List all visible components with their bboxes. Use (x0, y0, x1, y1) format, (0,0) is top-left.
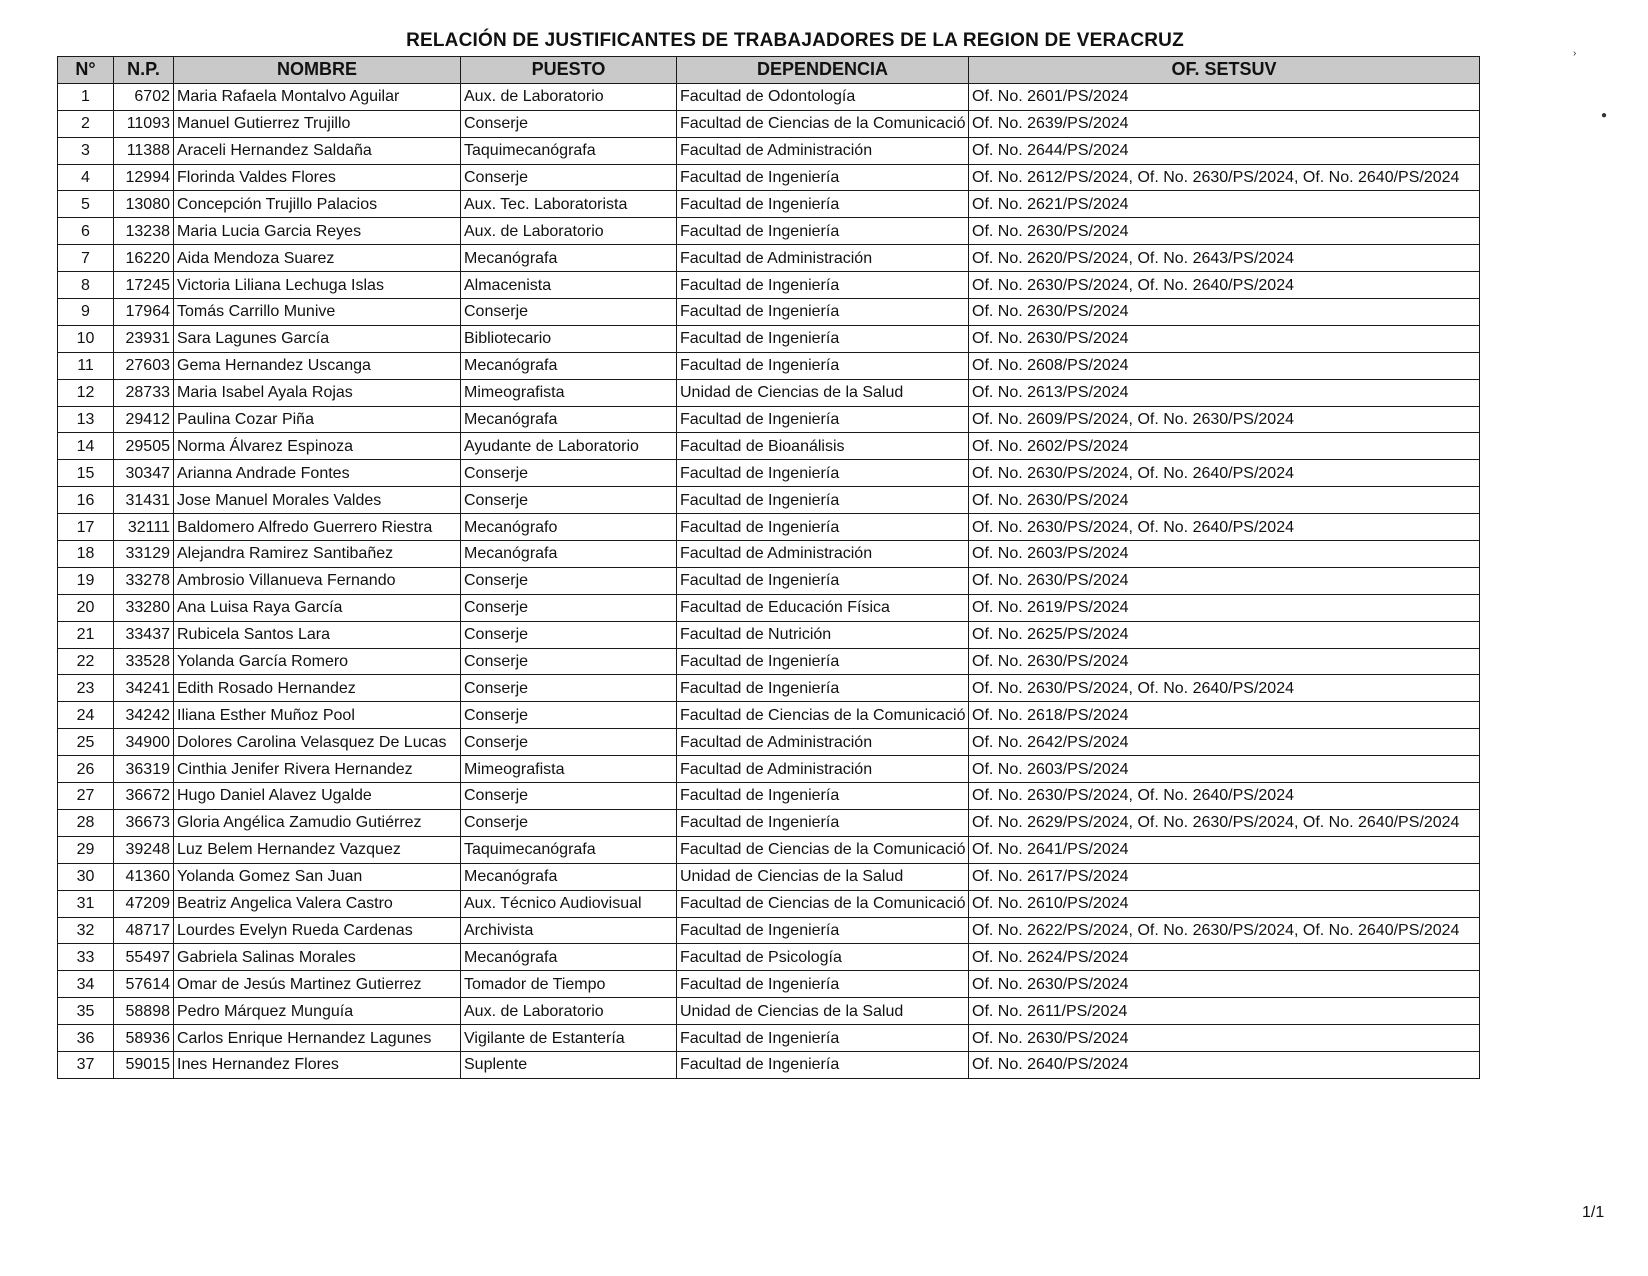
cell-np: 33280 (114, 594, 174, 621)
cell-position: Conserje (461, 299, 677, 326)
cell-position: Conserje (461, 675, 677, 702)
table-row (58, 971, 1480, 998)
cell-office: Of. No. 2602/PS/2024 (969, 433, 1480, 460)
cell-department: Facultad de Ingeniería (677, 272, 969, 299)
cell-position: Conserje (461, 567, 677, 594)
cell-department: Facultad de Ingeniería (677, 1051, 969, 1078)
cell-position: Suplente (461, 1051, 677, 1078)
table-row (58, 406, 1480, 433)
cell-position: Conserje (461, 783, 677, 810)
cell-number: 7 (58, 245, 114, 272)
cell-name: Yolanda Gomez San Juan (174, 863, 461, 890)
cell-position: Conserje (461, 164, 677, 191)
cell-position: Mecanógrafa (461, 944, 677, 971)
cell-number: 32 (58, 917, 114, 944)
cell-office: Of. No. 2622/PS/2024, Of. No. 2630/PS/2024, Of. No. 2640/PS/2024 (969, 917, 1480, 944)
cell-office: Of. No. 2619/PS/2024 (969, 594, 1480, 621)
cell-position: Aux. de Laboratorio (461, 83, 677, 110)
header-row (58, 57, 1480, 84)
cell-np: 31431 (114, 487, 174, 514)
cell-office: Of. No. 2630/PS/2024, Of. No. 2640/PS/2024 (969, 460, 1480, 487)
cell-np: 58936 (114, 1025, 174, 1052)
cell-np: 34242 (114, 702, 174, 729)
cell-np: 11388 (114, 137, 174, 164)
table-row (58, 137, 1480, 164)
cell-office: Of. No. 2630/PS/2024 (969, 325, 1480, 352)
cell-name: Dolores Carolina Velasquez De Lucas (174, 729, 461, 756)
cell-np: 55497 (114, 944, 174, 971)
table-body (58, 83, 1480, 1078)
table-row (58, 460, 1480, 487)
cell-name: Rubicela Santos Lara (174, 621, 461, 648)
cell-position: Ayudante de Laboratorio (461, 433, 677, 460)
table-row (58, 1025, 1480, 1052)
cell-np: 33528 (114, 648, 174, 675)
cell-department: Facultad de Ciencias de la Comunicació (677, 890, 969, 917)
cell-department: Unidad de Ciencias de la Salud (677, 863, 969, 890)
cell-name: Manuel Gutierrez Trujillo (174, 110, 461, 137)
cell-number: 4 (58, 164, 114, 191)
cell-name: Baldomero Alfredo Guerrero Riestra (174, 514, 461, 541)
cell-position: Archivista (461, 917, 677, 944)
table-row (58, 191, 1480, 218)
cell-position: Taquimecanógrafa (461, 836, 677, 863)
cell-np: 47209 (114, 890, 174, 917)
cell-name: Maria Lucia Garcia Reyes (174, 218, 461, 245)
table-row (58, 487, 1480, 514)
cell-name: Victoria Liliana Lechuga Islas (174, 272, 461, 299)
scan-speck: ● (1601, 110, 1608, 121)
cell-number: 24 (58, 702, 114, 729)
table-row (58, 890, 1480, 917)
cell-name: Ines Hernandez Flores (174, 1051, 461, 1078)
cell-name: Gema Hernandez Uscanga (174, 352, 461, 379)
cell-department: Facultad de Ingeniería (677, 648, 969, 675)
cell-department: Facultad de Ingeniería (677, 191, 969, 218)
table-row (58, 325, 1480, 352)
cell-np: 33437 (114, 621, 174, 648)
cell-np: 34900 (114, 729, 174, 756)
cell-department: Facultad de Ingeniería (677, 325, 969, 352)
cell-department: Facultad de Ingeniería (677, 218, 969, 245)
cell-number: 34 (58, 971, 114, 998)
cell-np: 58898 (114, 998, 174, 1025)
cell-department: Facultad de Ingeniería (677, 917, 969, 944)
cell-np: 36673 (114, 809, 174, 836)
cell-position: Conserje (461, 110, 677, 137)
table-row (58, 809, 1480, 836)
cell-department: Facultad de Ingeniería (677, 352, 969, 379)
cell-name: Aida Mendoza Suarez (174, 245, 461, 272)
cell-number: 2 (58, 110, 114, 137)
cell-office: Of. No. 2612/PS/2024, Of. No. 2630/PS/2024, Of. No. 2640/PS/2024 (969, 164, 1480, 191)
cell-number: 12 (58, 379, 114, 406)
table-row (58, 702, 1480, 729)
cell-np: 28733 (114, 379, 174, 406)
cell-np: 48717 (114, 917, 174, 944)
cell-office: Of. No. 2642/PS/2024 (969, 729, 1480, 756)
cell-name: Ana Luisa Raya García (174, 594, 461, 621)
cell-name: Alejandra Ramirez Santibañez (174, 541, 461, 568)
cell-office: Of. No. 2603/PS/2024 (969, 756, 1480, 783)
cell-office: Of. No. 2609/PS/2024, Of. No. 2630/PS/2024 (969, 406, 1480, 433)
table-row (58, 783, 1480, 810)
cell-name: Ambrosio Villanueva Fernando (174, 567, 461, 594)
table-row (58, 245, 1480, 272)
header-office: OF. SETSUV (969, 57, 1480, 84)
cell-name: Beatriz Angelica Valera Castro (174, 890, 461, 917)
cell-number: 19 (58, 567, 114, 594)
cell-number: 27 (58, 783, 114, 810)
cell-number: 14 (58, 433, 114, 460)
cell-office: Of. No. 2630/PS/2024 (969, 487, 1480, 514)
cell-department: Unidad de Ciencias de la Salud (677, 379, 969, 406)
cell-position: Aux. de Laboratorio (461, 998, 677, 1025)
cell-position: Conserje (461, 460, 677, 487)
cell-name: Omar de Jesús Martinez Gutierrez (174, 971, 461, 998)
cell-department: Facultad de Psicología (677, 944, 969, 971)
table-row (58, 514, 1480, 541)
table-row (58, 998, 1480, 1025)
cell-number: 30 (58, 863, 114, 890)
cell-number: 37 (58, 1051, 114, 1078)
cell-np: 6702 (114, 83, 174, 110)
table-row (58, 164, 1480, 191)
workers-table (57, 56, 1480, 1079)
cell-position: Vigilante de Estantería (461, 1025, 677, 1052)
cell-position: Tomador de Tiempo (461, 971, 677, 998)
cell-position: Mecanógrafa (461, 863, 677, 890)
cell-np: 36319 (114, 756, 174, 783)
table-row (58, 1051, 1480, 1078)
cell-office: Of. No. 2603/PS/2024 (969, 541, 1480, 568)
cell-position: Conserje (461, 648, 677, 675)
cell-number: 28 (58, 809, 114, 836)
cell-name: Maria Isabel Ayala Rojas (174, 379, 461, 406)
cell-department: Facultad de Bioanálisis (677, 433, 969, 460)
cell-office: Of. No. 2613/PS/2024 (969, 379, 1480, 406)
cell-np: 12994 (114, 164, 174, 191)
cell-np: 57614 (114, 971, 174, 998)
header-department: DEPENDENCIA (677, 57, 969, 84)
cell-office: Of. No. 2640/PS/2024 (969, 1051, 1480, 1078)
cell-office: Of. No. 2630/PS/2024, Of. No. 2640/PS/2024 (969, 514, 1480, 541)
cell-department: Facultad de Ciencias de la Comunicació (677, 702, 969, 729)
scan-speck: › (1573, 48, 1577, 59)
cell-number: 20 (58, 594, 114, 621)
cell-department: Facultad de Administración (677, 137, 969, 164)
cell-office: Of. No. 2618/PS/2024 (969, 702, 1480, 729)
cell-department: Facultad de Ciencias de la Comunicació (677, 110, 969, 137)
cell-np: 11093 (114, 110, 174, 137)
header-name: NOMBRE (174, 57, 461, 84)
cell-number: 8 (58, 272, 114, 299)
cell-name: Cinthia Jenifer Rivera Hernandez (174, 756, 461, 783)
cell-department: Facultad de Ingeniería (677, 567, 969, 594)
cell-office: Of. No. 2639/PS/2024 (969, 110, 1480, 137)
cell-position: Taquimecanógrafa (461, 137, 677, 164)
cell-office: Of. No. 2611/PS/2024 (969, 998, 1480, 1025)
cell-name: Luz Belem Hernandez Vazquez (174, 836, 461, 863)
cell-position: Mimeografista (461, 379, 677, 406)
cell-number: 16 (58, 487, 114, 514)
cell-department: Facultad de Ingeniería (677, 514, 969, 541)
cell-office: Of. No. 2629/PS/2024, Of. No. 2630/PS/2024, Of. No. 2640/PS/2024 (969, 809, 1480, 836)
cell-np: 33278 (114, 567, 174, 594)
cell-name: Tomás Carrillo Munive (174, 299, 461, 326)
table-header (58, 57, 1480, 84)
table-row (58, 433, 1480, 460)
cell-department: Facultad de Nutrición (677, 621, 969, 648)
cell-department: Facultad de Ingeniería (677, 809, 969, 836)
cell-position: Almacenista (461, 272, 677, 299)
cell-department: Facultad de Ingeniería (677, 164, 969, 191)
cell-np: 27603 (114, 352, 174, 379)
cell-department: Facultad de Administración (677, 541, 969, 568)
cell-office: Of. No. 2625/PS/2024 (969, 621, 1480, 648)
cell-department: Facultad de Odontología (677, 83, 969, 110)
cell-name: Gloria Angélica Zamudio Gutiérrez (174, 809, 461, 836)
cell-office: Of. No. 2630/PS/2024 (969, 1025, 1480, 1052)
cell-np: 23931 (114, 325, 174, 352)
cell-position: Mecanógrafa (461, 352, 677, 379)
cell-np: 29505 (114, 433, 174, 460)
cell-department: Facultad de Ingeniería (677, 1025, 969, 1052)
cell-name: Florinda Valdes Flores (174, 164, 461, 191)
table-row (58, 756, 1480, 783)
table-row (58, 863, 1480, 890)
cell-np: 32111 (114, 514, 174, 541)
cell-office: Of. No. 2620/PS/2024, Of. No. 2643/PS/2024 (969, 245, 1480, 272)
cell-office: Of. No. 2630/PS/2024 (969, 648, 1480, 675)
cell-department: Facultad de Ingeniería (677, 406, 969, 433)
cell-department: Facultad de Administración (677, 245, 969, 272)
cell-position: Aux. de Laboratorio (461, 218, 677, 245)
cell-number: 17 (58, 514, 114, 541)
cell-department: Facultad de Ingeniería (677, 487, 969, 514)
cell-name: Jose Manuel Morales Valdes (174, 487, 461, 514)
cell-number: 9 (58, 299, 114, 326)
table-row (58, 352, 1480, 379)
table-row (58, 621, 1480, 648)
cell-department: Facultad de Ingeniería (677, 460, 969, 487)
cell-number: 5 (58, 191, 114, 218)
cell-office: Of. No. 2624/PS/2024 (969, 944, 1480, 971)
cell-department: Facultad de Ingeniería (677, 971, 969, 998)
cell-number: 10 (58, 325, 114, 352)
table-row (58, 917, 1480, 944)
cell-position: Mecanógrafa (461, 245, 677, 272)
cell-np: 34241 (114, 675, 174, 702)
cell-number: 35 (58, 998, 114, 1025)
cell-name: Gabriela Salinas Morales (174, 944, 461, 971)
table-row (58, 541, 1480, 568)
cell-name: Hugo Daniel Alavez Ugalde (174, 783, 461, 810)
cell-number: 6 (58, 218, 114, 245)
cell-name: Carlos Enrique Hernandez Lagunes (174, 1025, 461, 1052)
cell-position: Conserje (461, 729, 677, 756)
cell-name: Pedro Márquez Munguía (174, 998, 461, 1025)
header-number: N° (58, 57, 114, 84)
table-row (58, 836, 1480, 863)
cell-office: Of. No. 2630/PS/2024 (969, 218, 1480, 245)
cell-position: Aux. Tec. Laboratorista (461, 191, 677, 218)
cell-number: 21 (58, 621, 114, 648)
cell-np: 17245 (114, 272, 174, 299)
cell-number: 29 (58, 836, 114, 863)
cell-office: Of. No. 2641/PS/2024 (969, 836, 1480, 863)
table-row (58, 218, 1480, 245)
cell-office: Of. No. 2601/PS/2024 (969, 83, 1480, 110)
table-row (58, 594, 1480, 621)
cell-name: Paulina Cozar Piña (174, 406, 461, 433)
header-position: PUESTO (461, 57, 677, 84)
cell-name: Yolanda García Romero (174, 648, 461, 675)
cell-number: 22 (58, 648, 114, 675)
table-row (58, 272, 1480, 299)
cell-position: Conserje (461, 621, 677, 648)
table-row (58, 379, 1480, 406)
table-row (58, 299, 1480, 326)
cell-position: Conserje (461, 487, 677, 514)
cell-number: 13 (58, 406, 114, 433)
cell-np: 33129 (114, 541, 174, 568)
cell-number: 31 (58, 890, 114, 917)
cell-name: Araceli Hernandez Saldaña (174, 137, 461, 164)
table-row (58, 675, 1480, 702)
cell-np: 36672 (114, 783, 174, 810)
cell-office: Of. No. 2630/PS/2024 (969, 299, 1480, 326)
cell-position: Mecanógrafo (461, 514, 677, 541)
cell-number: 15 (58, 460, 114, 487)
cell-position: Bibliotecario (461, 325, 677, 352)
cell-number: 23 (58, 675, 114, 702)
table-row (58, 648, 1480, 675)
cell-position: Aux. Técnico Audiovisual (461, 890, 677, 917)
cell-position: Conserje (461, 594, 677, 621)
cell-department: Facultad de Ingeniería (677, 299, 969, 326)
table-row (58, 83, 1480, 110)
cell-office: Of. No. 2644/PS/2024 (969, 137, 1480, 164)
cell-number: 26 (58, 756, 114, 783)
cell-department: Unidad de Ciencias de la Salud (677, 998, 969, 1025)
cell-department: Facultad de Administración (677, 756, 969, 783)
cell-position: Conserje (461, 809, 677, 836)
cell-number: 36 (58, 1025, 114, 1052)
cell-np: 41360 (114, 863, 174, 890)
cell-department: Facultad de Ingeniería (677, 783, 969, 810)
cell-name: Arianna Andrade Fontes (174, 460, 461, 487)
cell-office: Of. No. 2610/PS/2024 (969, 890, 1480, 917)
cell-office: Of. No. 2617/PS/2024 (969, 863, 1480, 890)
page-number: 1/1 (1582, 1204, 1605, 1221)
cell-np: 59015 (114, 1051, 174, 1078)
cell-np: 29412 (114, 406, 174, 433)
cell-name: Edith Rosado Hernandez (174, 675, 461, 702)
cell-number: 18 (58, 541, 114, 568)
cell-name: Sara Lagunes García (174, 325, 461, 352)
cell-office: Of. No. 2621/PS/2024 (969, 191, 1480, 218)
cell-office: Of. No. 2630/PS/2024 (969, 971, 1480, 998)
cell-np: 16220 (114, 245, 174, 272)
cell-number: 33 (58, 944, 114, 971)
cell-np: 13080 (114, 191, 174, 218)
cell-number: 3 (58, 137, 114, 164)
cell-position: Conserje (461, 702, 677, 729)
cell-office: Of. No. 2630/PS/2024, Of. No. 2640/PS/2024 (969, 675, 1480, 702)
cell-department: Facultad de Administración (677, 729, 969, 756)
cell-position: Mecanógrafa (461, 406, 677, 433)
cell-np: 30347 (114, 460, 174, 487)
cell-number: 11 (58, 352, 114, 379)
table-row (58, 729, 1480, 756)
cell-position: Mimeografista (461, 756, 677, 783)
cell-department: Facultad de Ciencias de la Comunicació (677, 836, 969, 863)
cell-department: Facultad de Ingeniería (677, 675, 969, 702)
cell-np: 17964 (114, 299, 174, 326)
cell-np: 13238 (114, 218, 174, 245)
cell-position: Mecanógrafa (461, 541, 677, 568)
cell-office: Of. No. 2630/PS/2024, Of. No. 2640/PS/2024 (969, 783, 1480, 810)
document-title: RELACIÓN DE JUSTIFICANTES DE TRABAJADORES DE LA REGION DE VERACRUZ (406, 30, 1184, 51)
cell-office: Of. No. 2630/PS/2024 (969, 567, 1480, 594)
cell-name: Lourdes Evelyn Rueda Cardenas (174, 917, 461, 944)
cell-name: Maria Rafaela Montalvo Aguilar (174, 83, 461, 110)
cell-number: 1 (58, 83, 114, 110)
table-row (58, 110, 1480, 137)
cell-name: Iliana Esther Muñoz Pool (174, 702, 461, 729)
cell-department: Facultad de Educación Física (677, 594, 969, 621)
cell-name: Concepción Trujillo Palacios (174, 191, 461, 218)
cell-number: 25 (58, 729, 114, 756)
header-np: N.P. (114, 57, 174, 84)
table-row (58, 567, 1480, 594)
cell-np: 39248 (114, 836, 174, 863)
table-row (58, 944, 1480, 971)
cell-name: Norma Álvarez Espinoza (174, 433, 461, 460)
cell-office: Of. No. 2608/PS/2024 (969, 352, 1480, 379)
cell-office: Of. No. 2630/PS/2024, Of. No. 2640/PS/2024 (969, 272, 1480, 299)
